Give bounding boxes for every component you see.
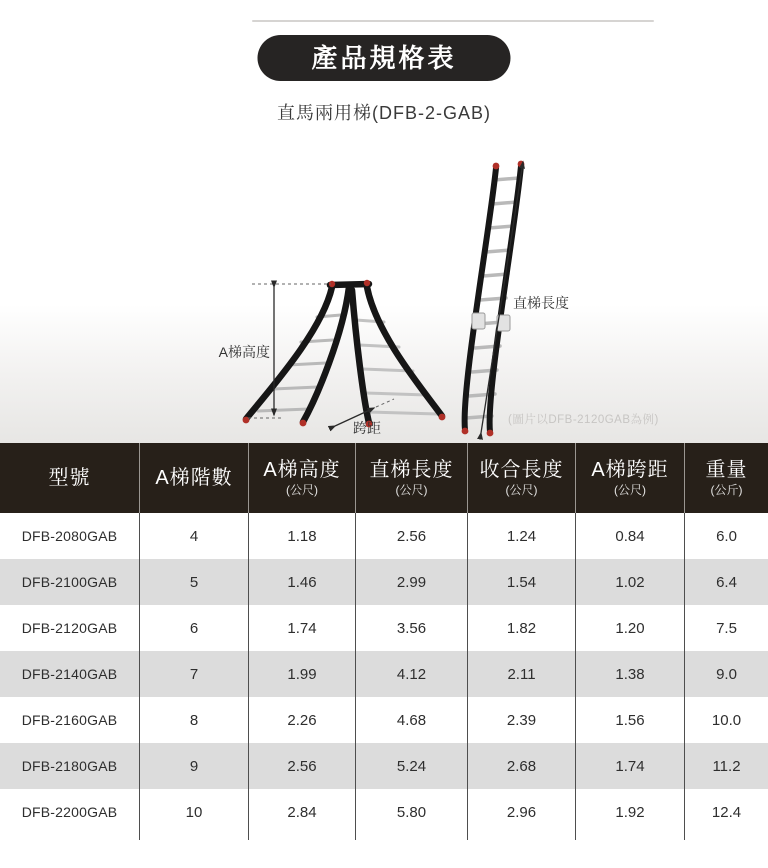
value-cell: 1.92 (576, 789, 685, 835)
value-cell: 1.18 (249, 513, 356, 559)
product-diagram (0, 135, 768, 443)
value-cell: 4 (140, 513, 249, 559)
value-cell: 6 (140, 605, 249, 651)
value-cell: 1.99 (249, 651, 356, 697)
page-title-badge: 產品規格表 (257, 35, 510, 81)
value-cell: 1.38 (576, 651, 685, 697)
diagram-caption: (圖片以DFB-2120GAB為例) (508, 414, 659, 426)
value-cell: 7.5 (716, 619, 737, 637)
column-line-overhang (356, 835, 468, 840)
column-header (468, 443, 576, 513)
column-line-overhang (249, 835, 356, 840)
value-cell: 8 (140, 697, 249, 743)
table-row (0, 697, 768, 743)
column-header (140, 443, 249, 513)
spec-table-header (0, 443, 768, 513)
column-header-unit: (公斤) (710, 483, 743, 497)
table-row (0, 605, 768, 651)
column-line-overhang (576, 835, 685, 840)
value-cell: 2.26 (249, 697, 356, 743)
spec-table-body (0, 513, 768, 835)
value-cell: 2.11 (468, 651, 576, 697)
value-cell: 9.0 (716, 665, 737, 683)
column-header-label: 重量 (705, 459, 748, 481)
value-cell: 3.56 (356, 605, 468, 651)
value-cell: 2.68 (468, 743, 576, 789)
column-header (356, 443, 468, 513)
value-cell: 1.82 (468, 605, 576, 651)
column-header-label: A梯高度 (263, 459, 341, 481)
value-cell: 11.2 (712, 757, 741, 775)
value-cell: 5 (140, 559, 249, 605)
column-header (576, 443, 685, 513)
value-cell: 9 (140, 743, 249, 789)
value-cell: 5.80 (356, 789, 468, 835)
table-row (0, 743, 768, 789)
column-line-overhang (468, 835, 576, 840)
spec-table-overhang (0, 835, 768, 840)
column-line-overhang (0, 835, 140, 840)
value-cell: 12.4 (711, 803, 742, 821)
a-frame-ladder-drawing (243, 280, 446, 428)
model-cell: DFB-2200GAB (0, 789, 140, 835)
value-cell: 1.74 (576, 743, 685, 789)
model-cell: DFB-2080GAB (0, 513, 140, 559)
column-header-unit: (公尺) (505, 483, 538, 497)
spec-table (0, 443, 768, 840)
column-line-overhang (685, 835, 768, 840)
column-header-label: A梯跨距 (591, 459, 669, 481)
value-cell: 1.24 (468, 513, 576, 559)
value-cell: 6.0 (716, 527, 737, 545)
value-cell: 10.0 (711, 711, 742, 729)
a-height-label: A梯高度 (218, 344, 270, 360)
value-cell: 1.74 (249, 605, 356, 651)
straight-length-label: 直梯長度 (513, 295, 569, 311)
value-cell: 7 (140, 651, 249, 697)
model-cell: DFB-2160GAB (0, 697, 140, 743)
value-cell: 4.68 (356, 697, 468, 743)
model-cell: DFB-2180GAB (0, 743, 140, 789)
product-subtitle: 直馬兩用梯(DFB-2-GAB) (277, 103, 491, 123)
column-header-label: 直梯長度 (369, 459, 454, 481)
value-cell: 5.24 (356, 743, 468, 789)
value-cell: 2.84 (249, 789, 356, 835)
ladder-illustration (0, 135, 768, 443)
value-cell: 2.56 (356, 513, 468, 559)
column-header (249, 443, 356, 513)
value-cell: 1.54 (468, 559, 576, 605)
model-cell: DFB-2140GAB (0, 651, 140, 697)
column-header-unit: (公尺) (286, 483, 318, 497)
column-header-unit: (公尺) (614, 483, 646, 497)
value-cell: 1.46 (249, 559, 356, 605)
table-row (0, 559, 768, 605)
value-cell: 1.56 (576, 697, 685, 743)
column-header-label: 收合長度 (479, 459, 564, 481)
value-cell: 2.39 (468, 697, 576, 743)
value-cell: 2.99 (356, 559, 468, 605)
value-cell: 6.4 (716, 573, 737, 591)
table-row (0, 651, 768, 697)
column-header-label: A梯階數 (155, 467, 233, 489)
value-cell: 10 (140, 789, 249, 835)
value-cell: 4.12 (356, 651, 468, 697)
value-cell: 0.84 (576, 513, 685, 559)
column-header-unit: (公尺) (395, 483, 428, 497)
value-cell: 2.96 (468, 789, 576, 835)
span-label: 跨距 (353, 420, 381, 436)
column-header (685, 443, 768, 513)
value-cell: 1.20 (576, 605, 685, 651)
top-divider (252, 20, 654, 22)
column-header (0, 443, 140, 513)
value-cell: 2.56 (249, 743, 356, 789)
table-row (0, 513, 768, 559)
model-cell: DFB-2100GAB (0, 559, 140, 605)
table-row (0, 789, 768, 835)
model-cell: DFB-2120GAB (0, 605, 140, 651)
column-header-label: 型號 (48, 467, 91, 489)
value-cell: 1.02 (576, 559, 685, 605)
column-line-overhang (140, 835, 249, 840)
